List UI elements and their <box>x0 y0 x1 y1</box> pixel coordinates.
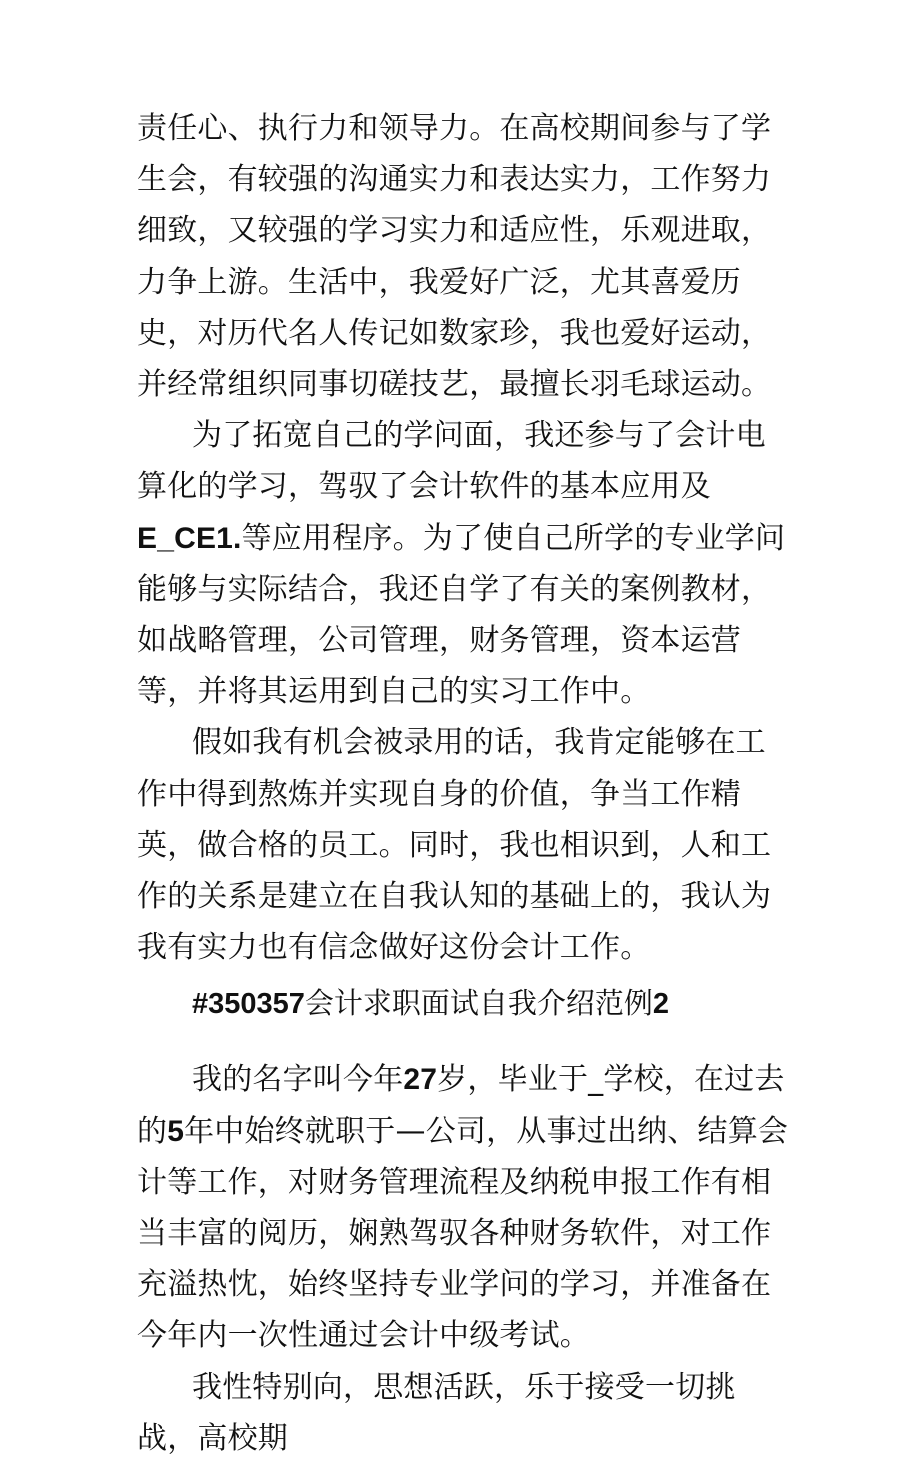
heading-number: 2 <box>652 988 670 1021</box>
paragraph-introduction-part-1: 我的名字叫今年 <box>192 1062 404 1098</box>
age-value: 27 <box>403 1063 438 1097</box>
paragraph-introduction <box>137 1054 789 1361</box>
years-value: 5 <box>167 1114 185 1148</box>
paragraph-knowledge <box>137 410 789 717</box>
paragraph-personality: 我性特别向，思想活跃，乐于接受一切挑战，高校期 <box>137 1369 736 1456</box>
paragraph-employment: 假如我有机会被录用的话，我肯定能够在工作中得到熬炼并实现自身的价值，争当工作精英，做合格的员工。同时，我也相识到，人和工作的关系是建立在自我认知的基础上的，我认为我有实力也有信念做好这份会计工作。 <box>137 725 772 966</box>
paragraph-introduction-part-2: 岁，毕业于_学校，在过去的 <box>137 1062 785 1149</box>
section-heading <box>137 979 789 1028</box>
paragraph-knowledge-part-1: 为了拓宽自己的学问面，我还参与了会计电算化的学习，驾驭了会计软件的基本应用及 <box>137 418 766 505</box>
software-name: E_CE1. <box>137 521 242 555</box>
heading-prefix: #350357 <box>192 988 305 1021</box>
document-body <box>137 103 789 1464</box>
heading-text: 会计求职面试自我介绍范例 <box>304 986 653 1021</box>
paragraph-responsibility: 责任心、执行力和领导力。在高校期间参与了学生会，有较强的沟通实力和表达实力，工作努力细致，又较强的学习实力和适应性，乐观进取，力争上游。生活中，我爱好广泛，尤其喜爱历史，对历代名人传记如数家珍，我也爱好运动，并经常组织同事切磋技艺，最擅长羽毛球运动。 <box>137 111 772 403</box>
paragraph-introduction-part-3: 年中始终就职于—公司，从事过出纳、结算会计等工作，对财务管理流程及纳税申报工作有相当丰富的阅历，娴熟驾驭各种财务软件，对工作充溢热忱，始终坚持专业学问的学习，并准备在今年内一次性通过会计中级考试。 <box>137 1113 789 1354</box>
paragraph-knowledge-part-2: 等应用程序。为了使自己所学的专业学问能够与实际结合，我还自学了有关的案例教材，如战略管理，公司管理，财务管理，资本运营等，并将其运用到自己的实习工作中。 <box>137 520 786 710</box>
